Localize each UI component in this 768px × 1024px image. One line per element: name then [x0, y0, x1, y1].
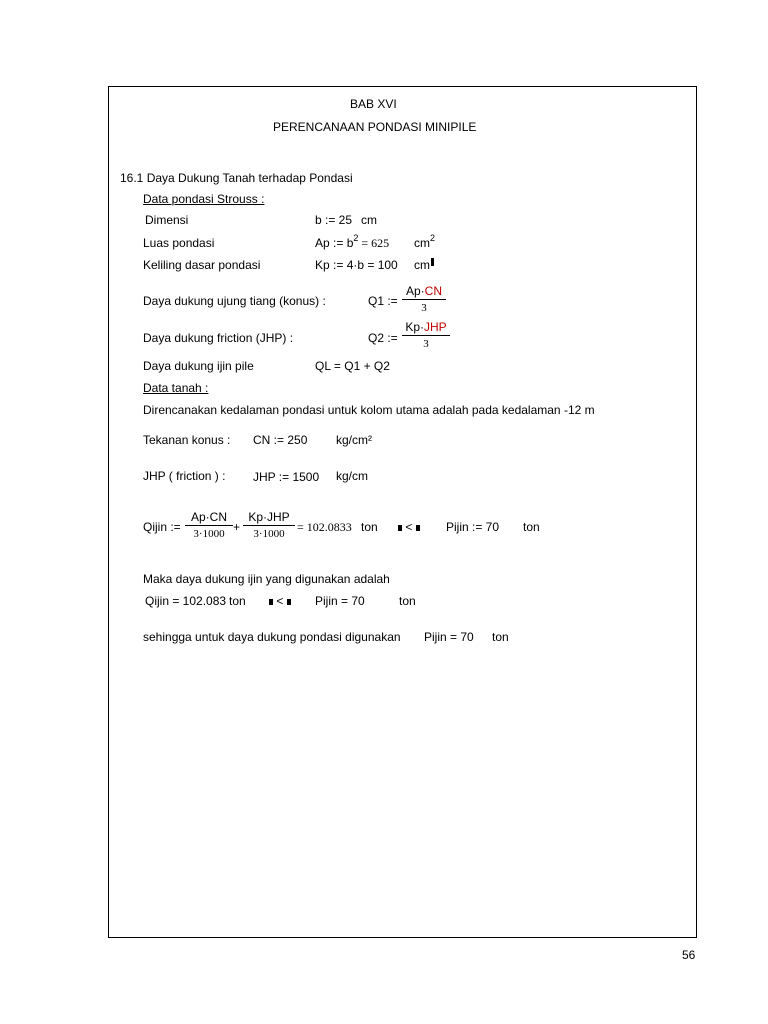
pondasi-heading: Data pondasi Strouss : — [143, 192, 265, 206]
q2-fraction — [402, 321, 450, 351]
conclusion-text: Maka daya dukung ijin yang digunakan adalah — [143, 572, 390, 586]
qijin-fraction-2-numerator: Kp·JHP — [243, 511, 295, 526]
q2-label: Daya dukung friction (JHP) : — [143, 331, 294, 345]
konus-label: Tekanan konus : — [143, 433, 231, 447]
keliling-unit: cm — [414, 258, 434, 272]
pijin-expr: Pijin := 70 — [446, 520, 500, 534]
conclusion-qijin-unit: ton — [229, 594, 246, 608]
keliling-expr: Kp := 4·b = 100 — [315, 258, 398, 272]
qijin-fraction-1 — [185, 511, 233, 541]
final-unit: ton — [492, 630, 509, 644]
conclusion-qijin-expr: Qijin = 102.083 — [145, 594, 227, 608]
marker-block-icon — [287, 599, 291, 605]
q1-lhs: Q1 := — [368, 294, 398, 308]
q1-numerator: Ap·CN — [402, 285, 446, 300]
conclusion-pijin-unit: ton — [399, 594, 416, 608]
keliling-label: Keliling dasar pondasi — [143, 258, 261, 272]
chapter-label: BAB XVI — [350, 97, 397, 111]
qijin-result: = 102.0833 — [297, 520, 352, 534]
q1-fraction — [402, 285, 446, 315]
tanah-description: Direncanakan kedalaman pondasi untuk kolom utama adalah pada kedalaman -12 m — [143, 403, 595, 417]
q2-numerator: Kp·JHP — [402, 321, 450, 336]
conclusion-pijin-expr: Pijin = 70 — [315, 594, 365, 608]
section-heading: 16.1 Daya Dukung Tanah terhadap Pondasi — [120, 171, 353, 185]
final-text: sehingga untuk daya dukung pondasi digunakan — [143, 630, 401, 644]
ql-expr: QL = Q1 + Q2 — [315, 359, 390, 373]
q1-label: Daya dukung ujung tiang (konus) : — [143, 294, 326, 308]
q2-lhs: Q2 := — [368, 331, 398, 345]
luas-label: Luas pondasi — [143, 236, 215, 250]
qijin-fraction-2-denominator: 3·1000 — [253, 528, 285, 540]
marker-block-icon — [416, 525, 420, 531]
dimensi-label: Dimensi — [145, 213, 189, 227]
final-expr: Pijin = 70 — [424, 630, 474, 644]
ql-label: Daya dukung ijin pile — [143, 359, 254, 373]
qijin-fraction-2 — [243, 511, 295, 541]
dimensi-expr: b := 25 — [315, 213, 353, 227]
q1-denominator: 3 — [421, 302, 427, 314]
tanah-heading: Data tanah : — [143, 381, 209, 395]
konus-expr: CN := 250 — [253, 433, 308, 447]
conclusion-compare: < — [269, 594, 291, 608]
chapter-title: PERENCANAAN PONDASI MINIPILE — [273, 120, 477, 134]
pijin-unit: ton — [523, 520, 540, 534]
luas-unit: $cm^2$ — [414, 233, 436, 250]
jhp-expr: JHP := 1500 — [253, 470, 320, 484]
qijin-lhs: Qijin := — [143, 520, 181, 534]
konus-unit: kg/cm² — [336, 433, 372, 447]
dimensi-unit: cm — [361, 213, 377, 227]
marker-block-icon — [269, 599, 273, 605]
qijin-fraction-1-numerator: Ap·CN — [185, 511, 233, 526]
jhp-unit: kg/cm — [336, 469, 369, 483]
q2-denominator: 3 — [423, 338, 429, 350]
marker-block-icon — [431, 258, 434, 266]
luas-expr: Ap := $b^2 = 625$ — [315, 233, 390, 250]
marker-block-icon — [398, 525, 402, 531]
qijin-unit: ton — [361, 520, 378, 534]
qijin-compare: < — [398, 520, 420, 534]
jhp-label: JHP ( friction ) : — [143, 469, 226, 483]
page-number: 56 — [682, 948, 696, 962]
qijin-fraction-1-denominator: 3·1000 — [193, 528, 225, 540]
plus-sign: + — [233, 520, 241, 534]
